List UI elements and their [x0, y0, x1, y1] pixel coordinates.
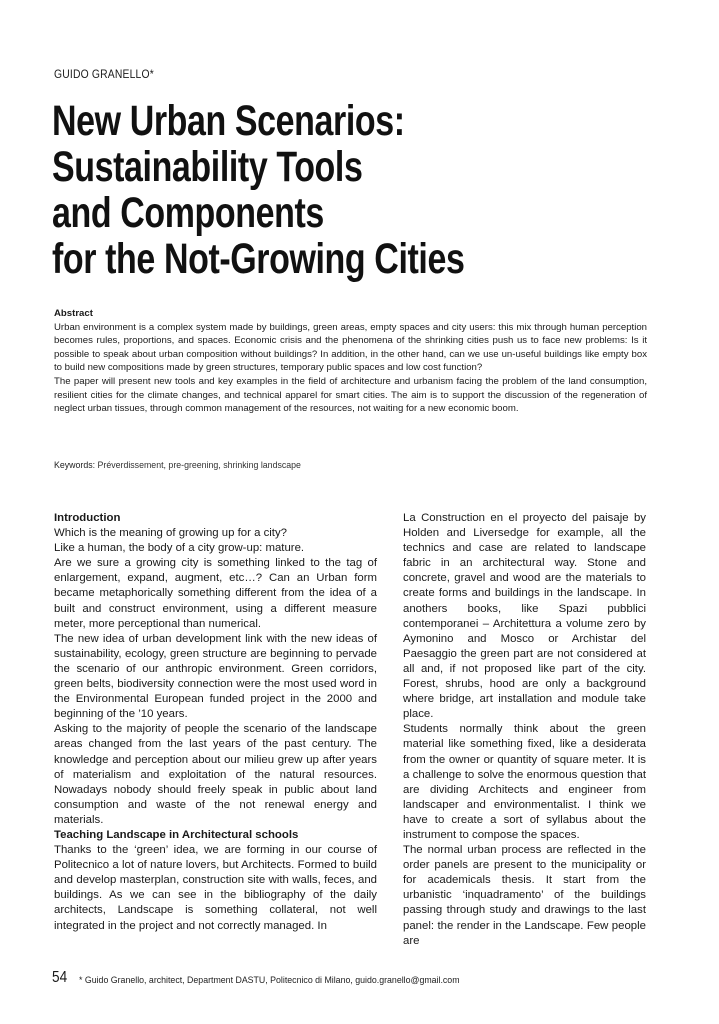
body-paragraph: Which is the meaning of growing up for a city? [54, 527, 287, 540]
abstract-paragraph: The paper will present new tools and key examples in the field of architecture and urbanism facing the problem of the land consumption, resilient cities for the climate changes, and technical apparel for smart cities. The aim is to support the discussion of the regeneration of neglect urban tissues, through common management of the resources, not waiting for a new economic boom. [54, 375, 647, 415]
abstract-paragraph: Urban environment is a complex system made by buildings, green areas, empty spaces and city users: this mix through human perception becomes rules, proportions, and spaces. Economic crisis and the phenomena of the shrinking cities push us to face new problems: Is it possible to speak about urban composition without buildings? In addition, in the other hand, can we use un-useful buildings like empty box to build new compositions made by green structures, temporary public spaces and low cost function? [54, 321, 647, 374]
right-column [403, 511, 646, 949]
keywords-text: Préverdissement, pre-greening, shrinking landscape [97, 460, 301, 470]
abstract-heading: Abstract [54, 308, 93, 319]
title-line: New Urban Scenarios: [52, 97, 405, 145]
page-number: 54 [52, 969, 68, 986]
abstract [54, 307, 647, 416]
left-column [54, 511, 377, 934]
keywords-label: Keywords: [54, 460, 96, 470]
title-line: Sustainability Tools [52, 143, 363, 191]
body-paragraph: La Construction en el proyecto del paisaje by Holden and Liversedge for example, all the technics and case are related to landscape fabric in an architectural way. Stone and concrete, gravel and wood are the materials to create forms and buildings in the landscape. In anothers books, like Spazi pubblici contemporanei – Architettura a volume zero by Aymonino and Mosco or Archistar del Paesaggio the green part are not considered at all and, if not proposed like part of the city. Forest, shrubs, hood are only a background where bridge, art installation and module take place. [403, 512, 646, 721]
teaching-heading: Teaching Landscape in Architectural schools [54, 828, 299, 841]
body-paragraph: Are we sure a growing city is something linked to the tag of enlargement, expand, augment, etc…? Can an Urban form became metaphorically something different from the idea of a built and construct environment, using a different measure meter, more perceptional than numerical. [54, 557, 377, 630]
body-paragraph: Asking to the majority of people the scenario of the landscape areas changed from the last years of the past century. The knowledge and perception about our milieu grew up after years of materialism and exploitation of the natural resources. Nowadays nobody should freely speak in public about land consumption and waste of the not renewal energy and materials. [54, 723, 377, 826]
body-paragraph: The new idea of urban development link with the new ideas of sustainability, ecology, green structure are beginning to pervade the scenario of our anthropic environment. Green corridors, green belts, biodiversity connection were the most used word in the Environmental European funded project in the 2000 and beginning of the ’10 years. [54, 632, 377, 721]
paper-title [52, 98, 542, 282]
introduction-heading: Introduction [54, 512, 121, 524]
keywords [54, 460, 301, 470]
author-name: GUIDO GRANELLO* [54, 69, 154, 81]
body-paragraph: Students normally think about the green material like something fixed, like a desiderata from the owner or quantity of square meter. It is a challenge to solve the enormous question that are dividing Architects and engineer from landscaper and environmentalist. I think we have to create a sort of syllabus about the instrument to compose the spaces. [403, 723, 646, 841]
title-line: for the Not-Growing Cities [52, 235, 465, 283]
body-paragraph: Like a human, the body of a city grow-up: mature. [54, 542, 305, 555]
body-paragraph: Thanks to the ‘green’ idea, we are forming in our course of Politecnico a lot of nature lovers, but Architects. Formed to build and develop masterplan, construction site with walls, feces, and buildings. As we can see in the bibliography of the daily architects, Landscape is something collateral, not well integrated in the project and not correctly managed. In [54, 844, 377, 932]
author-footnote: * Guido Granello, architect, Department DASTU, Politecnico di Milano, guido.granello@gmail.com [79, 975, 460, 985]
body-paragraph: The normal urban process are reflected in the order panels are present to the municipality or for academicals thesis. It start from the urbanistic ‘inquadramento’ of the buildings passing through study and drawings to the last panel: the render in the Landscape. Few people are [403, 844, 646, 947]
title-line: and Components [52, 189, 324, 237]
